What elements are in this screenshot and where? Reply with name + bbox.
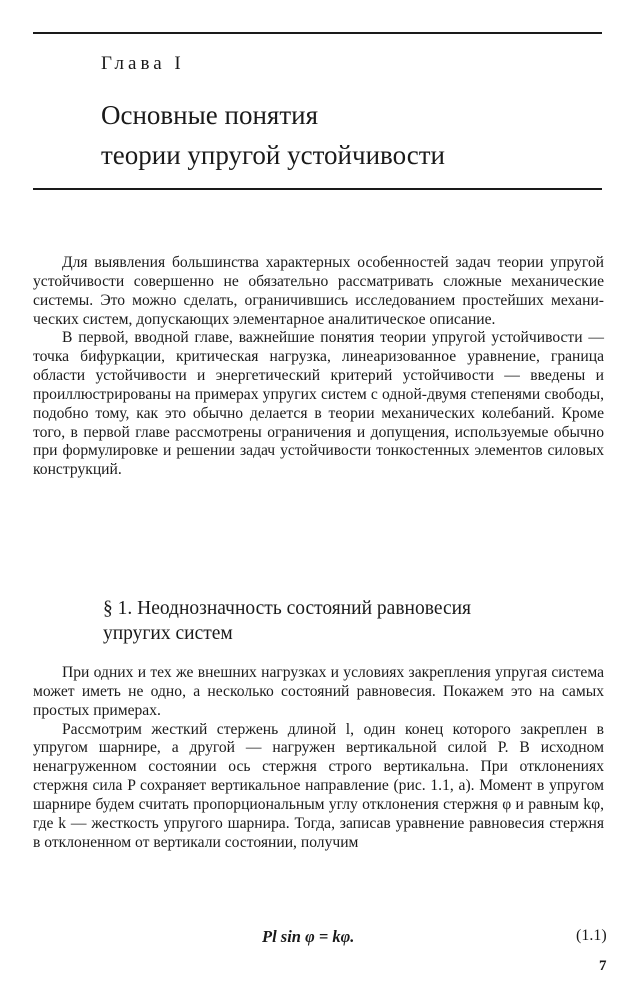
title-rule [33, 188, 602, 190]
section-text [33, 664, 604, 852]
intro-text [33, 254, 604, 480]
chapter-title-line-2: теории упругой устойчивости [101, 140, 445, 170]
section-paragraph-1: При одних и тех же внешних нагрузках и условиях закрепления упругая система может иметь не одно, а несколько состояний равновесия. Покажем это на самых простых примерах. [33, 664, 604, 719]
section-heading [103, 596, 593, 646]
section-heading-line-2: упругих систем [103, 623, 233, 644]
chapter-title [101, 95, 601, 175]
intro-paragraph-2: В первой, вводной главе, важнейшие понятия теории упругой устойчивости — точка бифуркации, критическая нагрузка, линеаризованное уравнение, граница области устойчивости и энергетический критерий устойчивости — введены и проиллюстрированы на примерах упругих систем с одной-двумя степенями свободы, подобно тому, как это обычно делается в теории механических колебаний. Кроме того, в первой главе рассмотрены ограничения и допущения, используемые обычно при формулировке и решении задач устойчивости тонкостенных элементов силовых конструкций. [33, 329, 604, 479]
chapter-label: Глава I [101, 53, 185, 74]
equation-number: (1.1) [576, 927, 607, 944]
chapter-title-line-1: Основные понятия [101, 100, 318, 130]
intro-paragraph-1: Для выявления большинства характерных особенностей задач теории упругой устойчивости совершенно не обязательно рассматривать сложные механические системы. Это можно сделать, ограничившись исследованием простейших механических систем, допускающих элементарное аналитическое описание. [33, 254, 604, 328]
section-paragraph-2: Рассмотрим жесткий стержень длиной l, один конец которого закреплен в упругом шарнире, а другой — нагружен вертикальной силой P. В исходном ненагруженном состоянии ось стержня строго вертикальна. При отклонениях стержня сила P сохраняет вертикальное направление (рис. 1.1, a). Момент в упругом шарнире будем считать пропорциональным углу отклонения стержня φ и равным kφ, где k — жесткость упругого шарнира. Тогда, записав уравнение равновесия стержня в отклоненном от вертикали состоянии, получим [33, 720, 604, 851]
page-number: 7 [599, 958, 607, 974]
equation-formula: Pl sin φ = kφ. [262, 927, 355, 946]
section-heading-line-1: § 1. Неоднозначность состояний равновесия [103, 598, 472, 619]
top-rule [33, 32, 602, 34]
